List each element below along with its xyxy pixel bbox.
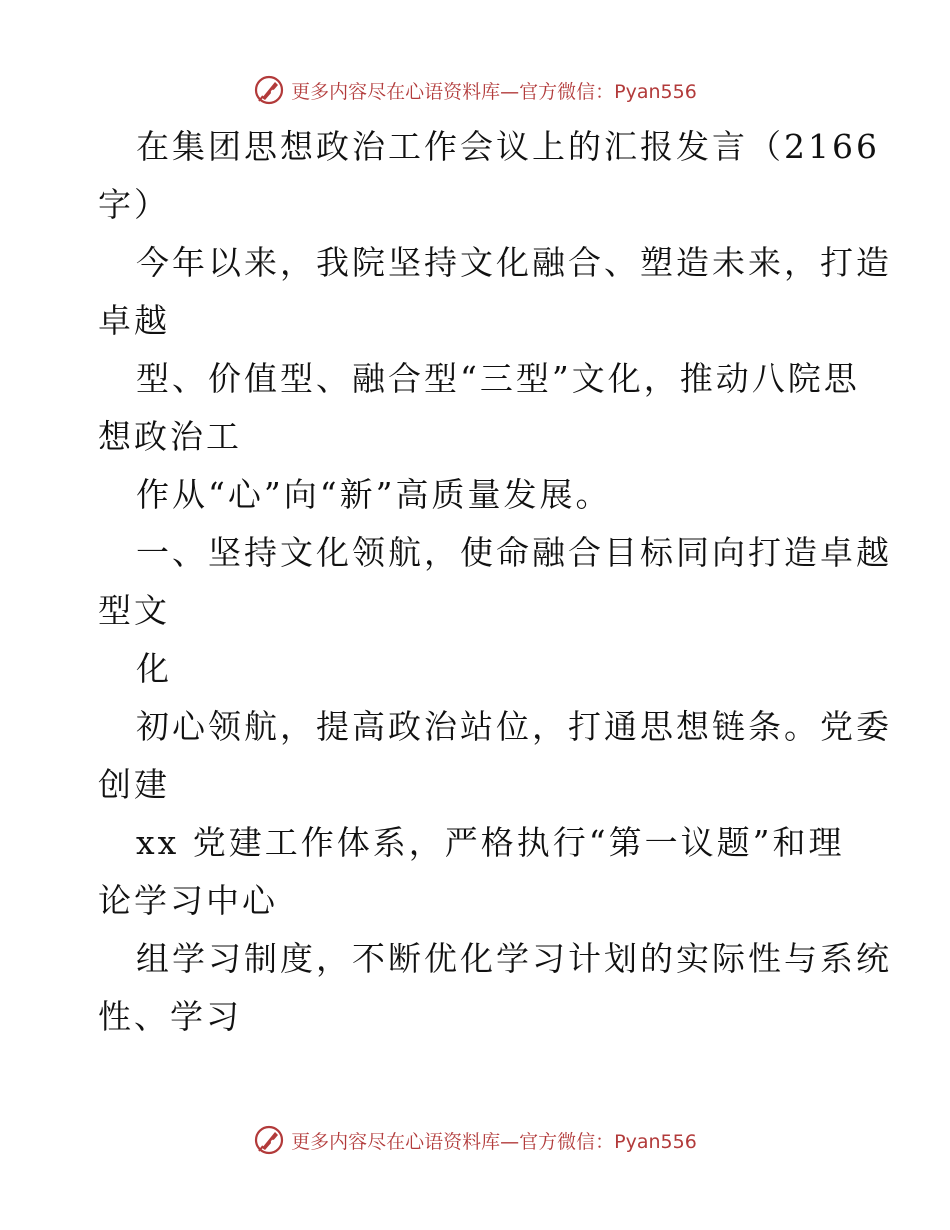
text-line: 创建 — [98, 765, 170, 804]
quill-emblem-icon — [253, 1124, 285, 1156]
banner-text: 更多内容尽在心语资料库—官方微信：Pyan556 — [291, 80, 697, 103]
text-line: 型、价值型、融合型“三型”文化，推动八院思 — [136, 359, 860, 398]
text-line: 卓越 — [98, 301, 170, 340]
text-line: 初心领航，提高政治站位，打通思想链条。党委 — [136, 707, 892, 746]
text-line: 今年以来，我院坚持文化融合、塑造未来，打造 — [136, 243, 892, 282]
text-line: 作从“心”向“新”高质量发展。 — [136, 475, 612, 514]
text-line: 化 — [136, 649, 172, 688]
text-line: 性、学习 — [98, 997, 242, 1036]
banner-text: 更多内容尽在心语资料库—官方微信：Pyan556 — [291, 1130, 697, 1153]
text-line: 字） — [98, 185, 170, 224]
document-body — [98, 118, 892, 1046]
header-banner — [0, 70, 950, 110]
text-line: 一、坚持文化领航，使命融合目标同向打造卓越 — [136, 533, 892, 572]
text-line: 组学习制度，不断优化学习计划的实际性与系统 — [136, 939, 892, 978]
text-line: xx 党建工作体系，严格执行“第一议题”和理 — [136, 823, 845, 862]
text-line: 在集团思想政治工作会议上的汇报发言（2166 — [136, 127, 880, 166]
footer-banner — [0, 1120, 950, 1160]
text-line: 论学习中心 — [98, 881, 278, 920]
quill-emblem-icon — [253, 74, 285, 106]
text-line: 想政治工 — [98, 417, 242, 456]
text-line: 型文 — [98, 591, 170, 630]
